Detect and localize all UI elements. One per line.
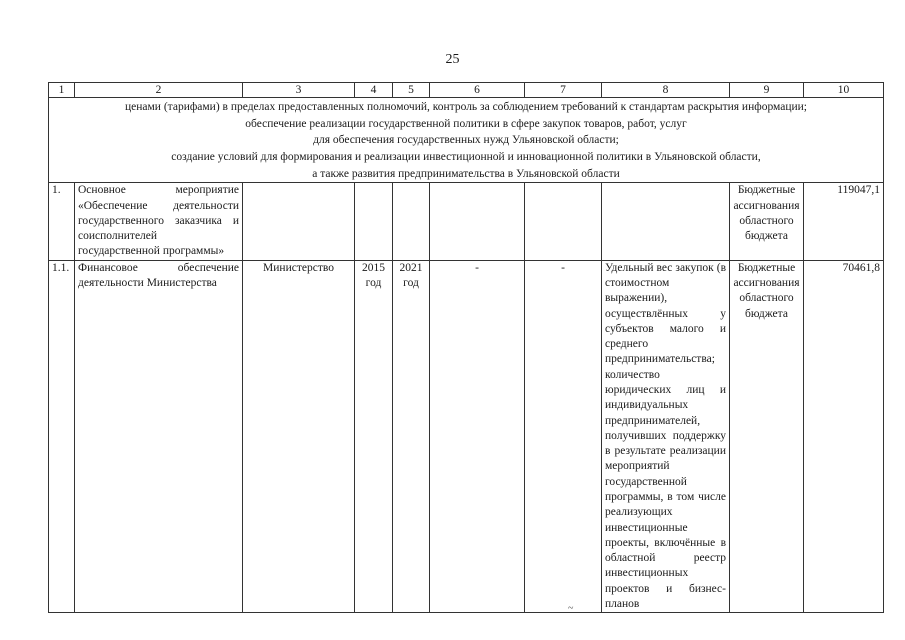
scan-mark: ~: [568, 603, 574, 614]
section-heading-line: для обеспечения государственных нужд Ульяновской области;: [313, 134, 619, 147]
start-year-cell: [355, 183, 393, 260]
amount-cell: 70461,8: [804, 260, 884, 612]
activity-name: Основное мероприятие «Обеспечение деятельности государственного заказчика и соисполнителей государственной программы»: [75, 183, 243, 260]
column-header-3: 3: [243, 83, 355, 98]
program-activities-table: [48, 82, 884, 613]
executor-cell: Министерство: [243, 260, 355, 612]
amount-cell: 119047,1: [804, 183, 884, 260]
column-number-row: [49, 83, 884, 98]
executor-cell: [243, 183, 355, 260]
section-heading-line: обеспечение реализации государственной политики в сфере закупок товаров, работ, услуг: [245, 117, 687, 130]
section-heading-line: а также развития предпринимательства в Ульяновской области: [312, 167, 620, 180]
section-heading-line: создание условий для формирования и реализации инвестиционной и инновационной политики в Ульяновской области,: [171, 151, 761, 164]
section-heading: [49, 98, 884, 183]
column-header-7: 7: [525, 83, 602, 98]
column-6-cell: -: [430, 260, 525, 612]
end-year-cell: 2021 год: [393, 260, 430, 612]
column-header-1: 1: [49, 83, 75, 98]
column-header-9: 9: [730, 83, 804, 98]
column-header-10: 10: [804, 83, 884, 98]
table-row: [49, 260, 884, 612]
section-heading-row: [49, 98, 884, 183]
row-number: 1.: [49, 183, 75, 260]
table-row: [49, 183, 884, 260]
funding-source-cell: Бюджетные ассигнования областного бюджета: [730, 260, 804, 612]
column-7-cell: -: [525, 260, 602, 612]
section-heading-line: ценами (тарифами) в пределах предоставленных полномочий, контроль за соблюдением требований к стандартам раскрытия информации;: [125, 101, 807, 113]
page-number: 25: [445, 52, 460, 67]
activity-name: Финансовое обеспечение деятельности Министерства: [75, 260, 243, 612]
indicator-cell: Удельный вес закупок (в стоимостном выражении), осуществлённых у субъектов малого и среднего предпринимательства; количество юридических лиц и индивидуальных предпринимателей, получивших поддержку в результате реализации мероприятий государственной программы, в том числе реализующих инвестиционные проекты, включённые в областной реестр инвестиционных проектов и бизнес-планов: [602, 260, 730, 612]
row-number: 1.1.: [49, 260, 75, 612]
start-year-cell: 2015 год: [355, 260, 393, 612]
column-7-cell: [525, 183, 602, 260]
column-6-cell: [430, 183, 525, 260]
column-header-2: 2: [75, 83, 243, 98]
funding-source-cell: Бюджетные ассигнования областного бюджета: [730, 183, 804, 260]
column-header-5: 5: [393, 83, 430, 98]
column-header-8: 8: [602, 83, 730, 98]
column-header-6: 6: [430, 83, 525, 98]
column-header-4: 4: [355, 83, 393, 98]
indicator-cell: [602, 183, 730, 260]
end-year-cell: [393, 183, 430, 260]
